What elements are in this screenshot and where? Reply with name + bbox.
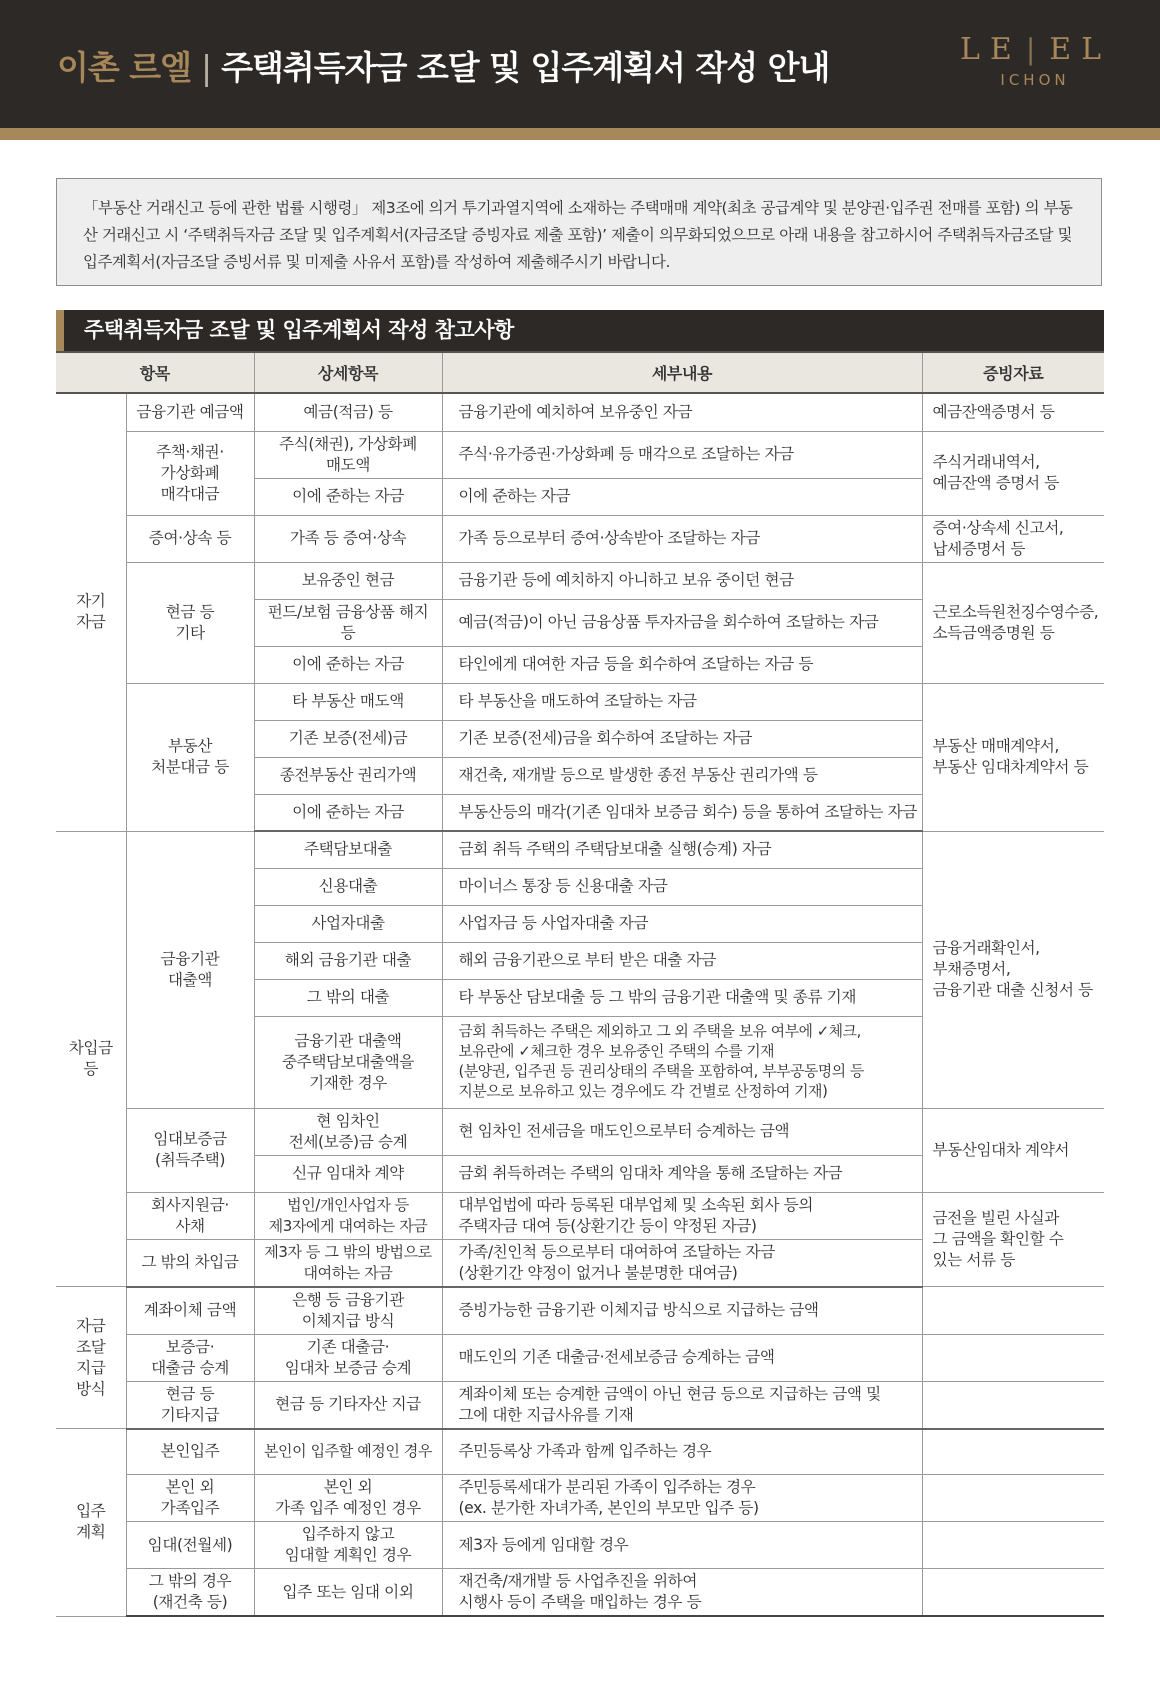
sub-item-cell: 신규 임대차 계약 [254,1155,442,1192]
item-cell: 그 밖의 차입금 [126,1239,254,1287]
detail-cell: 주민등록세대가 분리된 가족이 입주하는 경우 (ex. 분가한 자녀가족, 본인의 부모만 입주 등) [442,1475,922,1522]
leel-logo [960,32,1110,89]
detail-cell: 가족 등으로부터 증여·상속받아 조달하는 자금 [442,515,922,562]
sub-item-cell: 이에 준하는 자금 [254,794,442,831]
group-own-funds: 자기 자금 [56,393,126,831]
detail-cell: 타 부동산을 매도하여 조달하는 자금 [442,683,922,720]
sub-item-cell: 가족 등 증여·상속 [254,515,442,562]
document-title: 주택취득자금 조달 및 입주계획서 작성 안내 [221,48,830,87]
sub-item-cell: 사업자대출 [254,905,442,942]
sub-item-cell: 제3자 등 그 밖의 방법으로 대여하는 자금 [254,1239,442,1287]
detail-cell: 금회 취득하는 주택은 제외하고 그 외 주택을 보유 여부에 ✓체크, 보유란에 ✓체크한 경우 보유중인 주택의 수를 기재 (분양권, 입주권 등 권리상태의 주택을 포함하여, 부부공동명의 등 지분으로 보유하고 있는 경우에도 각 건별로 산정하여 기재) [442,1016,922,1108]
evidence-cell: 부동산 매매계약서, 부동산 임대차계약서 등 [922,683,1104,831]
header-accent-bar [0,128,1160,140]
logo-divider: | [1025,33,1046,66]
notice-line: 입주계획서(자금조달 증빙서류 및 미제출 사유서 포함)를 작성하여 제출해주시기 바랍니다. [83,253,670,271]
evidence-cell [922,1569,1104,1617]
sub-item-cell: 은행 등 금융기관 이체지급 방식 [254,1287,442,1335]
table-row [56,831,1104,868]
header-evidence: 증빙자료 [922,352,1104,393]
item-cell: 현금 등 기타 [126,562,254,683]
page-title [57,42,829,89]
table-row [56,1334,1104,1381]
detail-cell: 금회 취득하려는 주택의 임대차 계약을 통해 조달하는 자금 [442,1155,922,1192]
table-row [56,1287,1104,1335]
evidence-cell: 부동산임대차 계약서 [922,1108,1104,1192]
item-cell: 증여·상속 등 [126,515,254,562]
table-row [56,393,1104,431]
notice-box [56,178,1102,286]
sub-item-cell: 주식(채권), 가상화폐 매도액 [254,431,442,478]
sub-item-cell: 예금(적금) 등 [254,393,442,431]
table-row [56,1429,1104,1475]
evidence-cell: 증여·상속세 신고서, 납세증명서 등 [922,515,1104,562]
evidence-cell [922,1334,1104,1381]
sub-item-cell: 법인/개인사업자 등 제3자에게 대여하는 자금 [254,1192,442,1239]
header-detail: 세부내용 [442,352,922,393]
sub-item-cell: 입주 또는 임대 이외 [254,1569,442,1617]
header-item: 항목 [56,352,254,393]
logo-left: LE [960,32,1022,67]
item-cell: 임대(전월세) [126,1522,254,1569]
group-borrowed: 차입금 등 [56,831,126,1287]
table-row [56,1192,1104,1239]
detail-cell: 가족/친인척 등으로부터 대여하여 조달하는 자금 (상환기간 약정이 없거나 불분명한 대여금) [442,1239,922,1287]
evidence-cell [922,1287,1104,1335]
sub-item-cell: 이에 준하는 자금 [254,478,442,515]
detail-cell: 주식·유가증권·가상화폐 등 매각으로 조달하는 자금 [442,431,922,478]
evidence-cell: 금융거래확인서, 부채증명서, 금융기관 대출 신청서 등 [922,831,1104,1108]
sub-item-cell: 현 임차인 전세(보증)금 승계 [254,1108,442,1155]
sub-item-cell: 신용대출 [254,868,442,905]
detail-cell: 마이너스 통장 등 신용대출 자금 [442,868,922,905]
sub-item-cell: 보유중인 현금 [254,562,442,599]
detail-cell: 현 임차인 전세금을 매도인으로부터 승계하는 금액 [442,1108,922,1155]
item-cell: 주책·채권· 가상화폐 매각대금 [126,431,254,515]
group-payment-method: 자금 조달 지급 방식 [56,1287,126,1429]
evidence-cell [922,1522,1104,1569]
sub-item-cell: 펀드/보험 금융상품 해지 등 [254,599,442,646]
table-row [56,1381,1104,1429]
detail-cell: 재건축, 재개발 등으로 발생한 종전 부동산 권리가액 등 [442,757,922,794]
sub-item-cell: 기존 보증(전세)금 [254,720,442,757]
evidence-cell [922,1475,1104,1522]
table-header-row [56,352,1104,393]
sub-item-cell: 해외 금융기관 대출 [254,942,442,979]
evidence-cell: 예금잔액증명서 등 [922,393,1104,431]
item-cell: 금융기관 대출액 [126,831,254,1108]
detail-cell: 이에 준하는 자금 [442,478,922,515]
section-title: 주택취득자금 조달 및 입주계획서 작성 참고사항 [56,310,1104,351]
detail-cell: 부동산등의 매각(기존 임대차 보증금 회수) 등을 통하여 조달하는 자금 [442,794,922,831]
item-cell: 그 밖의 경우 (재건축 등) [126,1569,254,1617]
table-row [56,1569,1104,1617]
detail-cell: 제3자 등에게 임대할 경우 [442,1522,922,1569]
notice-line: 산 거래신고 시 ‘주택취득자금 조달 및 입주계획서(자금조달 증빙자료 제출 포함)’ 제출이 의무화되었으므로 아래 내용을 참고하시어 주택취득자금조달 및 [83,226,1073,244]
sub-item-cell: 본인이 입주할 예정인 경우 [254,1429,442,1475]
item-cell: 본인 외 가족입주 [126,1475,254,1522]
table-row [56,515,1104,562]
group-move-in: 입주 계획 [56,1429,126,1617]
notice-line: 「부동산 거래신고 등에 관한 법률 시행령」 제3조에 의거 투기과열지역에 소재하는 주택매매 계약(최초 공급계약 및 분양권·입주권 전매를 포함) 의 부동 [83,199,1073,217]
sub-item-cell: 현금 등 기타자산 지급 [254,1381,442,1429]
item-cell: 부동산 처분대금 등 [126,683,254,831]
detail-cell: 증빙가능한 금융기관 이체지급 방식으로 지급하는 금액 [442,1287,922,1335]
detail-cell: 해외 금융기관으로 부터 받은 대출 자금 [442,942,922,979]
sub-item-cell: 종전부동산 권리가액 [254,757,442,794]
sub-item-cell: 주택담보대출 [254,831,442,868]
detail-cell: 사업자금 등 사업자대출 자금 [442,905,922,942]
evidence-cell: 주식거래내역서, 예금잔액 증명서 등 [922,431,1104,515]
detail-cell: 기존 보증(전세)금을 회수하여 조달하는 자금 [442,720,922,757]
table-row [56,562,1104,599]
item-cell: 현금 등 기타지급 [126,1381,254,1429]
evidence-cell [922,1429,1104,1475]
detail-cell: 타인에게 대여한 자금 등을 회수하여 조달하는 자금 등 [442,646,922,683]
detail-cell: 대부업법에 따라 등록된 대부업체 및 소속된 회사 등의 주택자금 대여 등(상환기간 등이 약정된 자금) [442,1192,922,1239]
item-cell: 보증금· 대출금 승계 [126,1334,254,1381]
item-cell: 금융기관 예금액 [126,393,254,431]
detail-cell: 매도인의 기존 대출금·전세보증금 승계하는 금액 [442,1334,922,1381]
table-row [56,1108,1104,1155]
sub-item-cell: 그 밖의 대출 [254,979,442,1016]
table-row [56,683,1104,720]
detail-cell: 금융기관에 예치하여 보유중인 자금 [442,393,922,431]
logo-right: EL [1049,32,1112,67]
sub-item-cell: 이에 준하는 자금 [254,646,442,683]
header-sub-item: 상세항목 [254,352,442,393]
detail-cell: 재건축/재개발 등 사업추진을 위하여 시행사 등이 주택을 매입하는 경우 등 [442,1569,922,1617]
sub-item-cell: 본인 외 가족 입주 예정인 경우 [254,1475,442,1522]
sub-item-cell: 기존 대출금· 임대차 보증금 승계 [254,1334,442,1381]
brand-name: 이촌 르엘 [57,48,192,87]
guide-table [56,351,1104,1617]
evidence-cell: 금전을 빌린 사실과 그 금액을 확인할 수 있는 서류 등 [922,1192,1104,1287]
evidence-cell: 근로소득원천징수영수증, 소득금액증명원 등 [922,562,1104,683]
item-cell: 임대보증금 (취득주택) [126,1108,254,1192]
detail-cell: 예금(적금)이 아닌 금융상품 투자자금을 회수하여 조달하는 자금 [442,599,922,646]
table-row [56,1475,1104,1522]
evidence-cell [922,1381,1104,1429]
sub-item-cell: 입주하지 않고 임대할 계획인 경우 [254,1522,442,1569]
item-cell: 계좌이체 금액 [126,1287,254,1335]
detail-cell: 계좌이체 또는 승계한 금액이 아닌 현금 등으로 지급하는 금액 및 그에 대한 지급사유를 기재 [442,1381,922,1429]
page-header [0,0,1160,128]
table-row [56,431,1104,478]
title-separator: | [201,48,212,87]
table-row [56,1522,1104,1569]
detail-cell: 금회 취득 주택의 주택담보대출 실행(승계) 자금 [442,831,922,868]
logo-subtitle: ICHON [1000,71,1070,89]
item-cell: 회사지원금· 사채 [126,1192,254,1239]
detail-cell: 타 부동산 담보대출 등 그 밖의 금융기관 대출액 및 종류 기재 [442,979,922,1016]
sub-item-cell: 타 부동산 매도액 [254,683,442,720]
item-cell: 본인입주 [126,1429,254,1475]
sub-item-cell: 금융기관 대출액 중주택담보대출액을 기재한 경우 [254,1016,442,1108]
detail-cell: 금융기관 등에 예치하지 아니하고 보유 중이던 현금 [442,562,922,599]
detail-cell: 주민등록상 가족과 함께 입주하는 경우 [442,1429,922,1475]
